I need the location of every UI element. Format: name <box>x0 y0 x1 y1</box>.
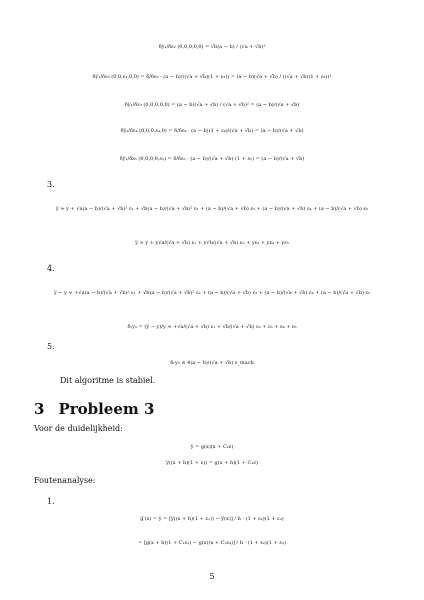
page-number: 5 <box>209 572 215 581</box>
error-analysis-label: Foutenanalyse: <box>34 476 96 485</box>
derivative-equation-1: g̅′(x) = y̅ = [y̅((x + h)(1 + ε₁)) − y̅(x)] / h · (1 + ε₂)(1 + ε₃) <box>140 516 284 522</box>
derivative-equation-2: = [g(x + h)(1 + C₁ε₁) − g(x)(x + C₂ε₄)] / h · (1 + ε₂)(1 + ε₃) <box>138 540 286 546</box>
section-number: 3 <box>34 400 45 418</box>
item-5-equation: δᵣy₂ ≤ 4(a − b)/(√a + √b) ε_mach <box>170 360 254 366</box>
stable-statement: Dit algoritme is stabiel. <box>60 376 156 385</box>
partial-derivative-eps3-expanded: δy̅₁/δε₃ (0,0,ε₃,0,0) = δ/δε₃ · (a − b)/((√a + √b)(1 + ε₃)) = (a − b)(√a + √b) / ((√a + √b)(1 + ε₃))² <box>92 74 332 80</box>
definition-equation-2: y̅((x + h)(1 + ε)) = g(x + h)(1 + C₁ε) <box>166 460 258 466</box>
item-5-label: 5. <box>47 342 55 351</box>
partial-derivative-eps2: δy̅₁/δε₂ (0,0,0,0,0) = √b(a − b) / (√a + √b)² <box>158 44 266 50</box>
item-3-label: 3. <box>47 180 55 189</box>
definition-equation-1: y̅ = g(x)(x + C₂ε) <box>190 444 234 450</box>
section-heading <box>34 400 154 418</box>
clarity-label: Voor de duidelijkheid: <box>34 424 123 433</box>
item-1-label: 1. <box>47 497 55 506</box>
partial-derivative-eps5: δy̅₁/δε₅ (0,0,0,0,ε₅) = δ/δε₅ · (a − b)/(√a + √b) (1 + ε₅) = (a − b)/(√a + √b) <box>119 156 305 162</box>
partial-derivative-eps3-zero: δy̅₁/δε₃ (0,0,0,0,0) = (a − b)(√a + √b) / (√a + √b)² = (a − b)/(√a + √b) <box>124 102 300 108</box>
item-4-equation-2: δᵣy₂ = (y̅ − y)/y ≈ +√a/(√a + √b) ε₁ + √b/(√a + √b) ε₂ + ε₃ + ε₄ + ε₅ <box>127 324 297 330</box>
item-3-equation-2: y̅ ≈ y + y√a/(√a + √b) ε₁ + y√b/(√a + √b) ε₂ + yε₃ + yε₄ + yε₅ <box>135 240 289 246</box>
item-4-label: 4. <box>47 264 55 273</box>
item-4-equation-1: y̅ − y ≈ +√a(a − b)/(√a + √b)² ε₁ + √b(a − b)/(√a + √b)² ε₂ + (a − b)/(√a + √b) ε₃ + (a − b)/(√a + √b) ε₄ + (a − b)/(√a + √b) ε₅ <box>53 290 371 296</box>
partial-derivative-eps4: δy̅₁/δε₄ (0,0,0,ε₄,0) = δ/δε₄ · (a − b)(1 + ε₄)/(√a + √b) = (a − b)/(√a + √b) <box>120 128 304 134</box>
section-title: Probleem 3 <box>58 400 155 418</box>
item-3-equation-1: y̅ ≈ y + √a(a − b)/(√a + √b)² ε₁ + √b(a − b)/(√a + √b)² ε₂ + (a − b)/(√a + √b) ε₃ + (a − b)/(√a + √b) ε₄ + (a − b)/(√a + √b) ε₅ <box>55 206 369 212</box>
